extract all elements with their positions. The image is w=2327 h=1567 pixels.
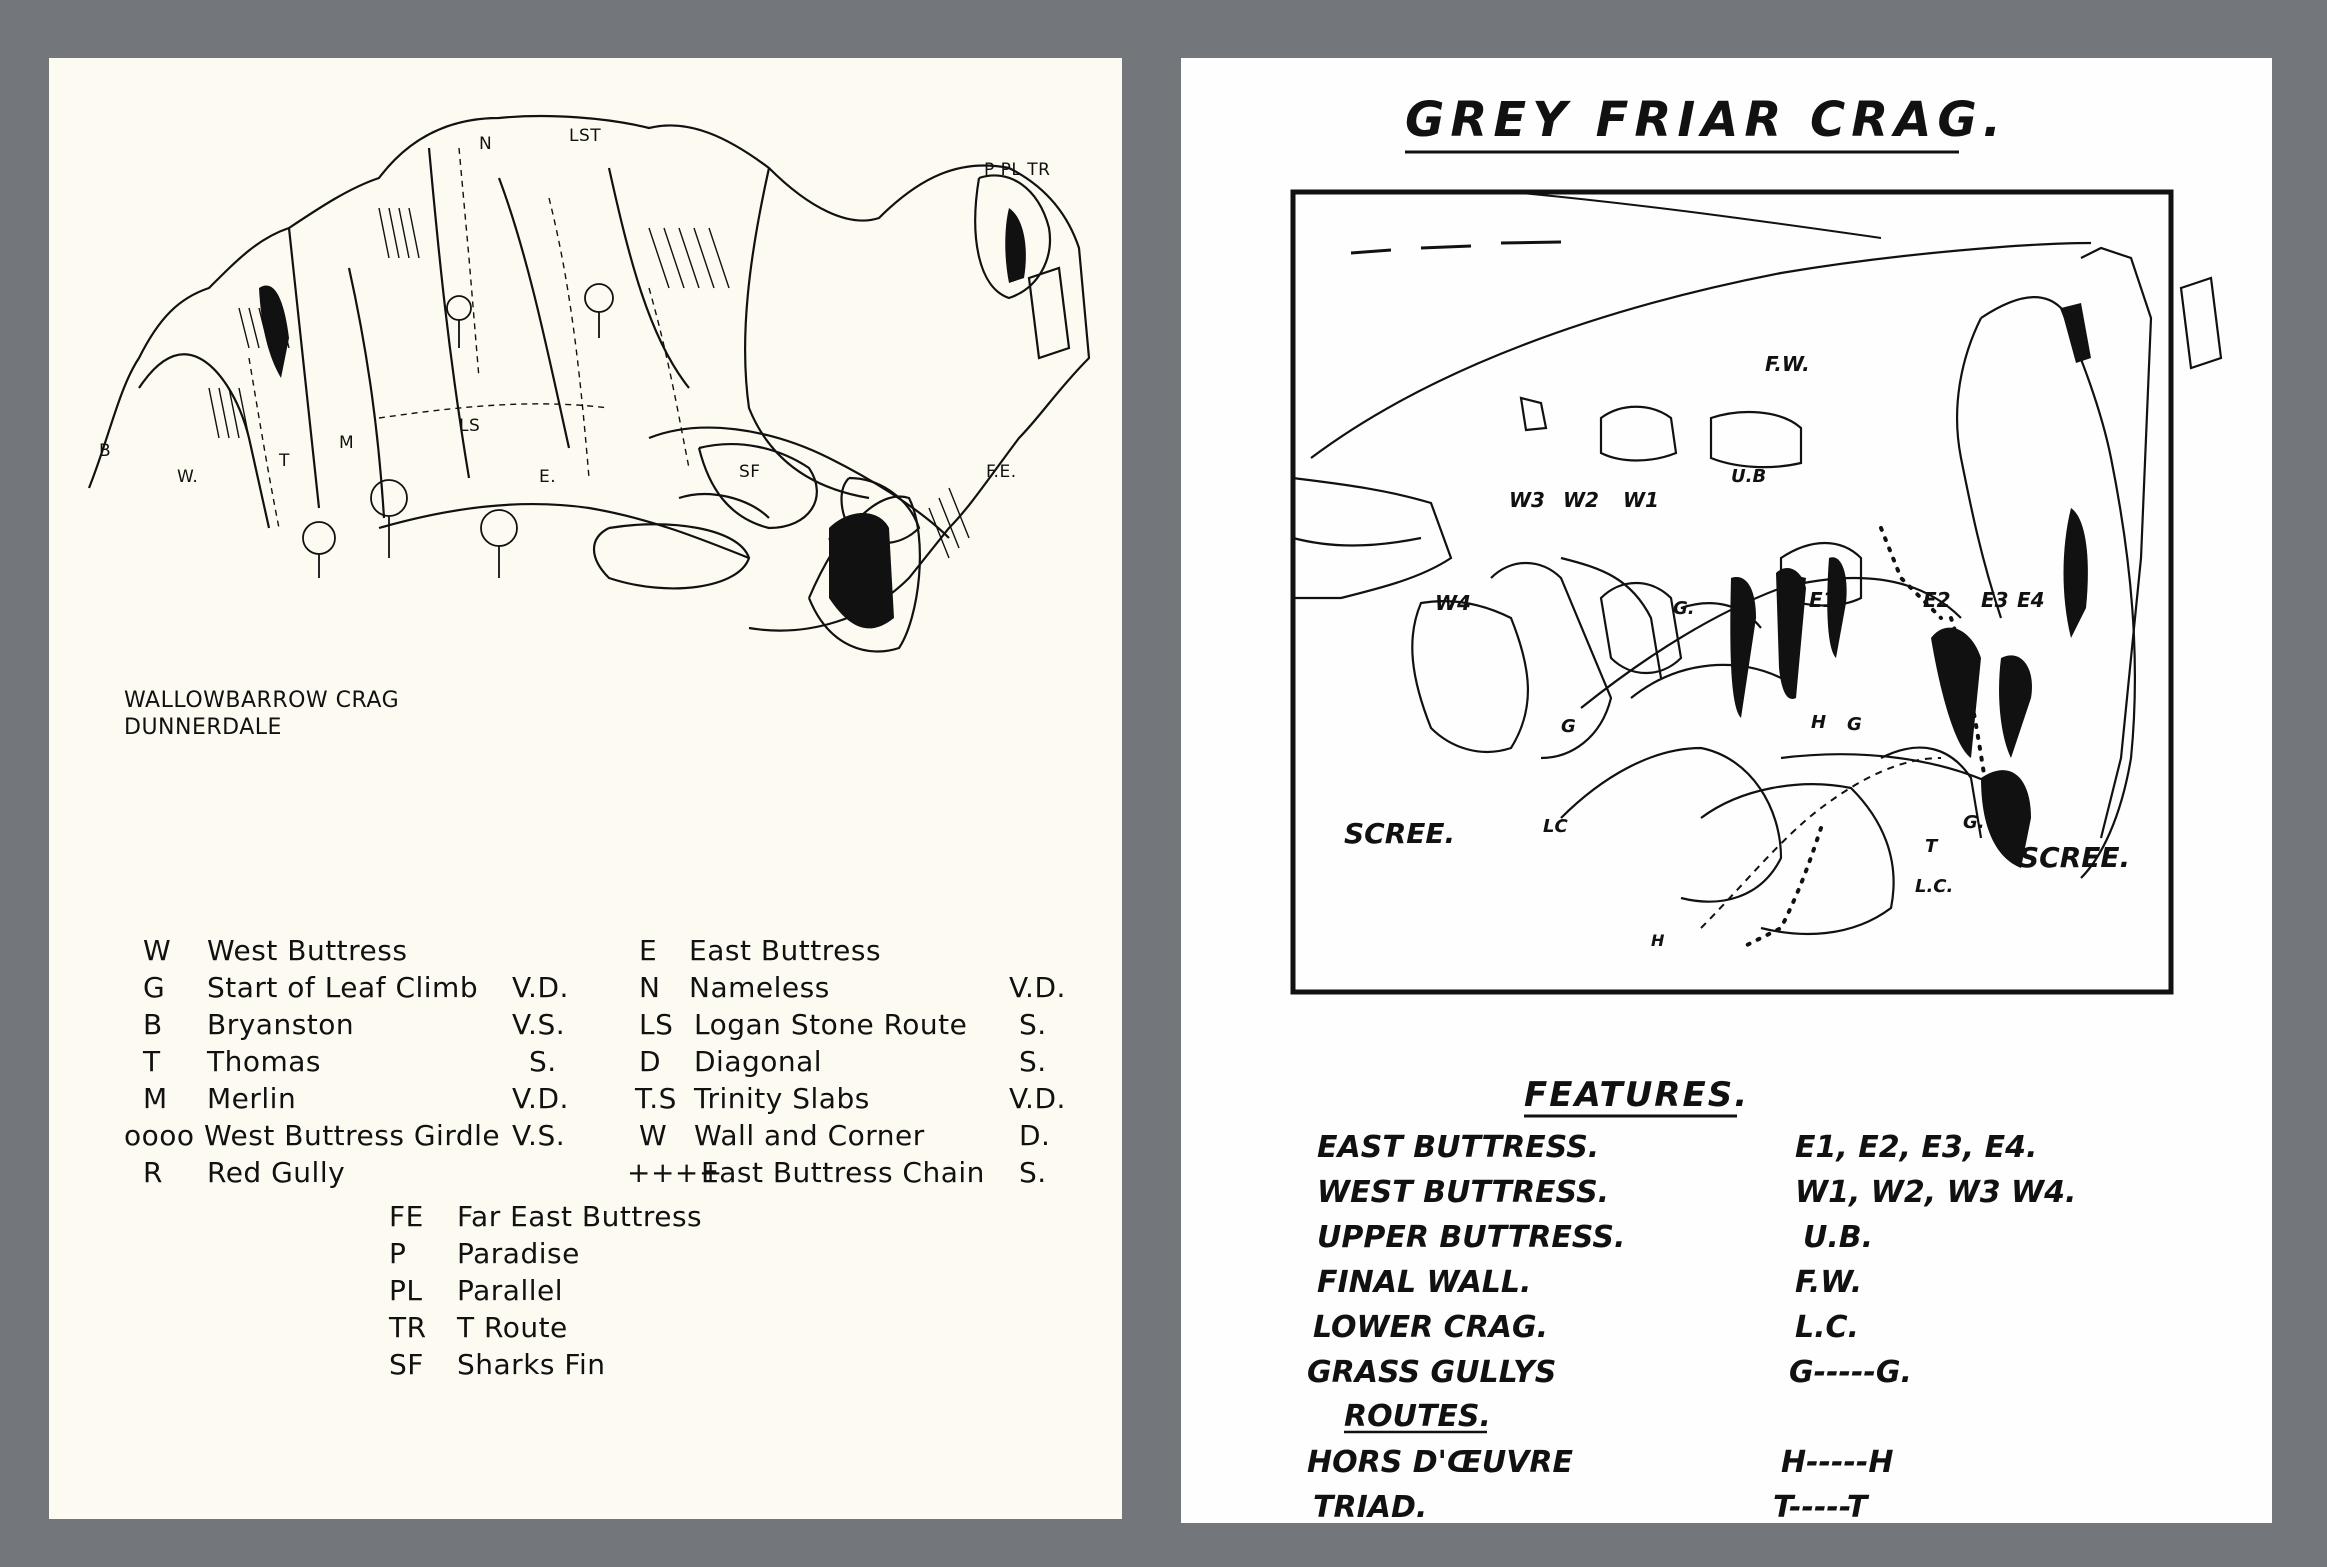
map-label-e2: E2 <box>1923 588 1951 612</box>
legend-code: E <box>639 934 658 967</box>
feature-name: GRASS GULLYS <box>1307 1355 1557 1390</box>
routes-heading: ROUTES. <box>1344 1399 1491 1434</box>
legend-code: M <box>143 1082 168 1115</box>
legend-code: SF <box>389 1348 424 1381</box>
grey-friar-crag-map <box>1181 58 2272 1523</box>
caption-line-2: DUNNERDALE <box>124 715 282 740</box>
features-heading: FEATURES. <box>1524 1075 1750 1115</box>
route-code: H-----H <box>1781 1445 1894 1480</box>
sketch-label-e: E. <box>539 467 557 487</box>
legend-code: W <box>639 1119 668 1152</box>
sketch-label-sf: SF <box>739 462 761 482</box>
legend-grade: V.S. <box>512 1008 566 1041</box>
legend-name: Trinity Slabs <box>694 1082 870 1115</box>
route-name: HORS D'ŒUVRE <box>1307 1445 1574 1480</box>
legend-code: G <box>143 971 166 1004</box>
sketch-label-b2: B <box>99 441 112 461</box>
legend-code: ++++ <box>627 1156 723 1189</box>
legend-code: oooo <box>124 1119 195 1152</box>
legend-name: Sharks Fin <box>457 1348 606 1381</box>
legend-name: Paradise <box>457 1237 580 1270</box>
map-label-fw: F.W. <box>1765 352 1810 376</box>
legend-code: W <box>143 934 172 967</box>
legend-name: Bryanston <box>207 1008 355 1041</box>
feature-name: EAST BUTTRESS. <box>1317 1130 1600 1165</box>
legend-name: West Buttress Girdle <box>204 1119 501 1152</box>
feature-code: G-----G. <box>1789 1355 1912 1390</box>
legend-code: B <box>143 1008 163 1041</box>
legend-grade: S. <box>1019 1156 1047 1189</box>
legend-grade: S. <box>529 1045 557 1078</box>
legend-code: N <box>639 971 661 1004</box>
legend-grade: V.D. <box>1009 971 1066 1004</box>
legend-grade: V.S. <box>512 1119 566 1152</box>
feature-code: E1, E2, E3, E4. <box>1795 1130 2038 1165</box>
legend-code: D <box>639 1045 662 1078</box>
right-page-grey-friar <box>1181 58 2272 1523</box>
feature-code: F.W. <box>1795 1265 1863 1300</box>
map-label-g3: G <box>1847 714 1862 735</box>
map-label-w2: W2 <box>1563 488 1599 512</box>
legend-name: Nameless <box>689 971 830 1004</box>
wallowbarrow-crag-sketch <box>49 58 1122 658</box>
sketch-label-ls: LS <box>459 416 481 436</box>
map-label-g1: G. <box>1673 598 1695 619</box>
caption-line-1: WALLOWBARROW CRAG <box>124 688 400 713</box>
legend-name: Far East Buttress <box>457 1200 703 1233</box>
map-label-e4: E4 <box>2017 588 2045 612</box>
feature-name: WEST BUTTRESS. <box>1317 1175 1610 1210</box>
legend-grade: S. <box>1019 1008 1047 1041</box>
sketch-label-w: W. <box>177 467 199 487</box>
legend-name: East Buttress Chain <box>701 1156 985 1189</box>
legend-grade: S. <box>1019 1045 1047 1078</box>
map-label-scree-right: SCREE. <box>2019 841 2131 874</box>
legend-name: T Route <box>457 1311 568 1344</box>
feature-code: U.B. <box>1803 1220 1874 1255</box>
legend-grade: D. <box>1019 1119 1051 1152</box>
legend-code: T.S <box>635 1082 677 1115</box>
map-label-lc2: L.C. <box>1915 876 1954 897</box>
map-label-h2: H <box>1651 931 1665 950</box>
map-label-h1: H <box>1811 712 1827 733</box>
map-label-ub: U.B <box>1731 466 1767 487</box>
page-title: GREY FRIAR CRAG. <box>1405 92 2008 148</box>
legend-grade: V.D. <box>512 1082 569 1115</box>
sketch-label-t: T <box>279 451 290 471</box>
legend-name: West Buttress <box>207 934 408 967</box>
feature-name: UPPER BUTTRESS. <box>1317 1220 1626 1255</box>
map-label-g4: G. <box>1963 812 1985 833</box>
map-label-w1: W1 <box>1623 488 1659 512</box>
map-label-w3: W3 <box>1509 488 1545 512</box>
left-page-wallowbarrow <box>49 58 1122 1519</box>
legend-name: Red Gully <box>207 1156 346 1189</box>
map-label-g2: G <box>1561 716 1576 737</box>
map-label-e1: E1 <box>1809 588 1837 612</box>
feature-name: LOWER CRAG. <box>1313 1310 1549 1345</box>
legend-code: TR <box>389 1311 427 1344</box>
map-label-lc1: LC <box>1543 816 1568 837</box>
legend-name: East Buttress <box>689 934 882 967</box>
legend-name: Logan Stone Route <box>694 1008 968 1041</box>
feature-code: L.C. <box>1795 1310 1859 1345</box>
map-label-w4: W4 <box>1435 591 1471 615</box>
legend-code: PL <box>389 1274 423 1307</box>
legend-code: FE <box>389 1200 424 1233</box>
route-name: TRIAD. <box>1313 1490 1428 1525</box>
legend-name: Wall and Corner <box>694 1119 925 1152</box>
sketch-label-fe: F.E. <box>986 462 1017 482</box>
feature-name: FINAL WALL. <box>1317 1265 1532 1300</box>
feature-code: W1, W2, W3 W4. <box>1795 1175 2077 1210</box>
sketch-label-lst: LST <box>569 126 602 146</box>
legend-name: Diagonal <box>694 1045 823 1078</box>
legend-code: T <box>143 1045 161 1078</box>
legend-grade: V.D. <box>1009 1082 1066 1115</box>
sketch-label-n: N <box>479 134 493 154</box>
map-label-e3: E3 <box>1981 588 2009 612</box>
route-code: T-----T <box>1773 1490 1868 1525</box>
legend-grade: V.D. <box>512 971 569 1004</box>
legend-code: LS <box>639 1008 674 1041</box>
legend-name: Merlin <box>207 1082 297 1115</box>
legend-name: Thomas <box>207 1045 322 1078</box>
map-label-scree-left: SCREE. <box>1344 817 1456 850</box>
legend-name: Start of Leaf Climb <box>207 971 479 1004</box>
sketch-label-pl: P PL TR <box>984 160 1051 180</box>
legend-name: Parallel <box>457 1274 564 1307</box>
sketch-label-m: M <box>339 433 355 453</box>
legend-code: P <box>389 1237 407 1270</box>
legend-code: R <box>143 1156 163 1189</box>
map-label-t: T <box>1925 836 1938 857</box>
